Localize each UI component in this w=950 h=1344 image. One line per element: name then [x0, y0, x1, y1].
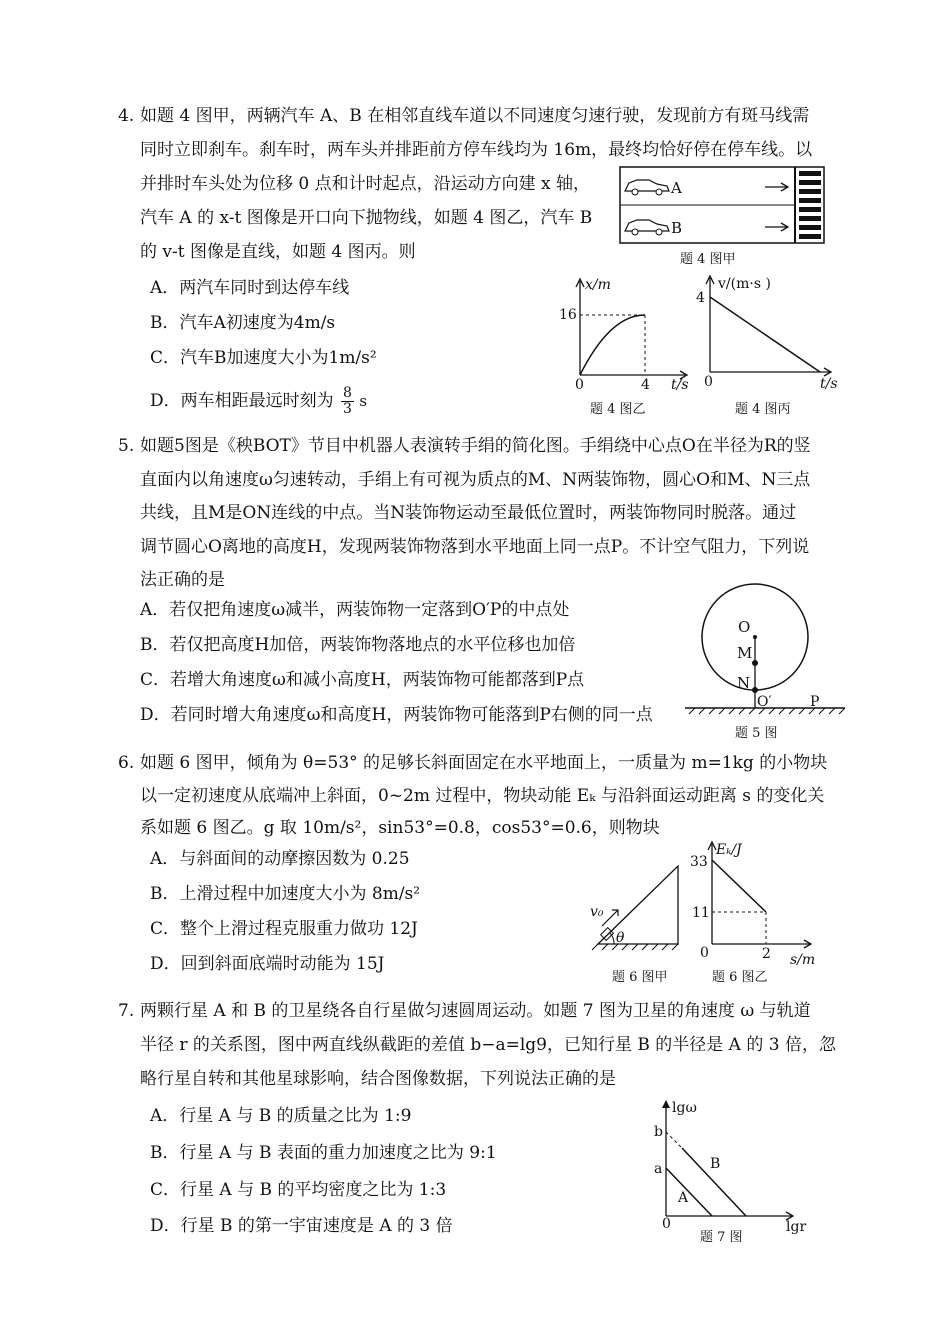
figure-4-yi — [555, 275, 695, 395]
y-axis-label: v/(m·s ) — [718, 276, 771, 292]
ground-hatch — [592, 944, 678, 950]
q7-text-line: 两颗行星 A 和 B 的卫星绕各自行星做匀速圆周运动。如题 7 图为卫星的角速度 ω 与轨道 — [140, 1001, 811, 1021]
q4-option-d[interactable] — [150, 386, 367, 417]
q4-option-d-label: D．两车相距最远时刻为 — [150, 391, 334, 411]
x-axis-label: lgr — [786, 1219, 807, 1235]
q4-text-line: 如题 4 图甲，两辆汽车 A、B 在相邻直线车道以不同速度匀速行驶，发现前方有斑马线需 — [140, 106, 810, 126]
v0-label: v₀ — [590, 904, 604, 920]
label-m: M — [737, 644, 753, 662]
q6-text-line: 以一定初速度从底端冲上斜面，0~2m 过程中，物块动能 Eₖ 与沿斜面运动距离 s 的变化关 — [140, 786, 825, 806]
incline-triangle — [598, 866, 678, 944]
figure-6-jia — [588, 860, 688, 955]
q5-text-line: 如题5图是《秧BOT》节目中机器人表演转手绢的简化图。手绢绕中心点O在半径为R的竖 — [140, 436, 811, 456]
q6-option-c[interactable]: C．整个上滑过程克服重力做功 12J — [150, 919, 418, 939]
figure-4-jia-caption: 题 4 图甲 — [680, 252, 736, 267]
q6-option-a[interactable]: A．与斜面间的动摩擦因数为 0.25 — [150, 849, 410, 869]
x-axis-label: s/m — [790, 952, 816, 968]
v0-arrow — [602, 910, 618, 926]
origin-label: 0 — [700, 945, 709, 961]
fraction — [341, 386, 354, 417]
figure-6-yi-caption: 题 6 图乙 — [712, 970, 768, 985]
y-axis-arrow-icon — [662, 1100, 670, 1108]
y-tick-mid-label: 11 — [692, 905, 710, 921]
line-b-label: B — [710, 1156, 721, 1172]
y-axis-label: x/m — [585, 277, 611, 293]
q7-text-line: 半径 r 的关系图，图中两直线纵截距的差值 b−a=lg9，已知行星 B 的半径是 A 的 3 倍，忽 — [140, 1035, 836, 1055]
q5-option-d[interactable]: D．若同时增大角速度ω和高度H，两装饰物可能落到P右侧的同一点 — [140, 705, 653, 725]
figure-6-jia-caption: 题 6 图甲 — [612, 970, 668, 985]
x-tick-label: 2 — [762, 946, 771, 962]
car-a-label: A — [671, 179, 682, 197]
y-tick-label: 16 — [559, 307, 577, 323]
point-o — [753, 635, 757, 639]
q4-number: 4. — [118, 106, 135, 126]
figure-5 — [685, 580, 845, 725]
car-a-icon — [625, 180, 669, 195]
q6-option-d[interactable]: D．回到斜面底端时动能为 15J — [150, 954, 385, 974]
q7-number: 7. — [118, 1001, 135, 1021]
q5-text-line: 法正确的是 — [140, 570, 225, 590]
q4-text-line: 同时立即刹车。刹车时，两车头并排距前方停车线均为 16m，最终均恰好停在停车线。以 — [140, 140, 813, 160]
theta-label: θ — [616, 930, 625, 946]
origin-label: 0 — [704, 374, 713, 390]
figure-4-jia — [615, 165, 835, 255]
x-axis-label: t/s — [820, 376, 838, 392]
label-o: O — [738, 618, 751, 636]
figure-4-bing — [690, 272, 850, 392]
q4-option-a[interactable]: A．两汽车同时到达停车线 — [150, 278, 350, 298]
car-b-icon — [625, 220, 669, 235]
q5-number: 5. — [118, 436, 135, 456]
line-b-dashed — [666, 1132, 682, 1148]
y-axis-label: Eₖ/J — [716, 842, 742, 858]
q7-text-line: 略行星自转和其他星球影响，结合图像数据，下列说法正确的是 — [140, 1069, 616, 1089]
vt-line — [710, 297, 820, 372]
block — [601, 928, 614, 941]
q4-text-line: 的 v-t 图像是直线，如题 4 图丙。则 — [140, 242, 416, 262]
q4-option-c[interactable]: C．汽车B加速度大小为1m/s² — [150, 348, 377, 368]
q4-option-b[interactable]: B．汽车A初速度为4m/s — [150, 313, 336, 333]
parabola-curve — [580, 315, 645, 375]
fraction-numerator: 8 — [343, 385, 352, 401]
line-a — [666, 1168, 712, 1216]
y-tick-top-label: 33 — [690, 854, 708, 870]
fraction-unit: s — [359, 392, 368, 410]
ek-line — [712, 860, 766, 912]
x-tick-label: 4 — [641, 377, 650, 393]
y-axis-label: lgω — [672, 1100, 697, 1116]
point-n — [752, 687, 758, 693]
line-a-label: A — [678, 1190, 689, 1206]
q5-option-a[interactable]: A．若仅把角速度ω减半，两装饰物一定落到O′P的中点处 — [140, 600, 570, 620]
figure-7-caption: 题 7 图 — [700, 1230, 743, 1245]
figure-7 — [652, 1098, 822, 1233]
q5-option-b[interactable]: B．若仅把高度H加倍，两装饰物落地点的水平位移也加倍 — [140, 635, 576, 655]
intercept-a-label: a — [654, 1161, 663, 1177]
figure-4-yi-caption: 题 4 图乙 — [590, 402, 646, 417]
label-p: P — [810, 694, 820, 710]
y-tick-label: 4 — [696, 290, 705, 306]
label-o-prime: O′ — [757, 694, 772, 710]
figure-6-yi — [690, 840, 830, 968]
q5-option-c[interactable]: C．若增大角速度ω和减小高度H，两装饰物可能都落到P点 — [140, 670, 585, 690]
q5-text-line: 共线，且M是ON连线的中点。当N装饰物运动至最低位置时，两装饰物同时脱落。通过 — [140, 503, 797, 523]
car-b-label: B — [671, 219, 683, 237]
arrow-b-icon — [765, 223, 788, 231]
intercept-b-label: b — [654, 1124, 663, 1140]
q7-option-c[interactable]: C．行星 A 与 B 的平均密度之比为 1:3 — [150, 1180, 447, 1200]
origin-label: 0 — [662, 1216, 671, 1232]
q5-text-line: 调节圆心O离地的高度H，发现两装饰物落到水平地面上同一点P。不计空气阻力，下列说 — [140, 537, 810, 557]
figure-4-bing-caption: 题 4 图丙 — [735, 402, 791, 417]
q4-text-line: 汽车 A 的 x-t 图像是开口向下抛物线，如题 4 图乙，汽车 B — [140, 208, 593, 228]
q7-option-b[interactable]: B．行星 A 与 B 表面的重力加速度之比为 9:1 — [150, 1143, 497, 1163]
origin-label: 0 — [575, 377, 584, 393]
point-m — [752, 660, 758, 666]
zebra-crossing — [799, 171, 821, 239]
q7-option-a[interactable]: A．行星 A 与 B 的质量之比为 1:9 — [150, 1106, 412, 1126]
figure-5-caption: 题 5 图 — [735, 726, 778, 741]
x-axis-label: t/s — [671, 377, 689, 393]
q6-text-line: 如题 6 图甲，倾角为 θ=53° 的足够长斜面固定在水平地面上，一质量为 m=1kg 的小物块 — [140, 753, 828, 773]
q5-text-line: 直面内以角速度ω匀速转动，手绢上有可视为质点的M、N两装饰物，圆心O和M、N三点 — [140, 470, 811, 490]
label-n: N — [737, 674, 751, 692]
q6-option-b[interactable]: B．上滑过程中加速度大小为 8m/s² — [150, 884, 421, 904]
arrow-a-icon — [765, 183, 788, 191]
q7-option-d[interactable]: D．行星 B 的第一宇宙速度是 A 的 3 倍 — [150, 1216, 453, 1236]
q4-text-line: 并排时车头处为位移 0 点和计时起点，沿运动方向建 x 轴， — [140, 174, 591, 194]
q6-number: 6. — [118, 753, 135, 773]
fraction-denominator: 3 — [343, 401, 352, 417]
q6-text-line: 系如题 6 图乙。g 取 10m/s²，sin53°=0.8，cos53°=0.6，则物块 — [140, 818, 660, 838]
